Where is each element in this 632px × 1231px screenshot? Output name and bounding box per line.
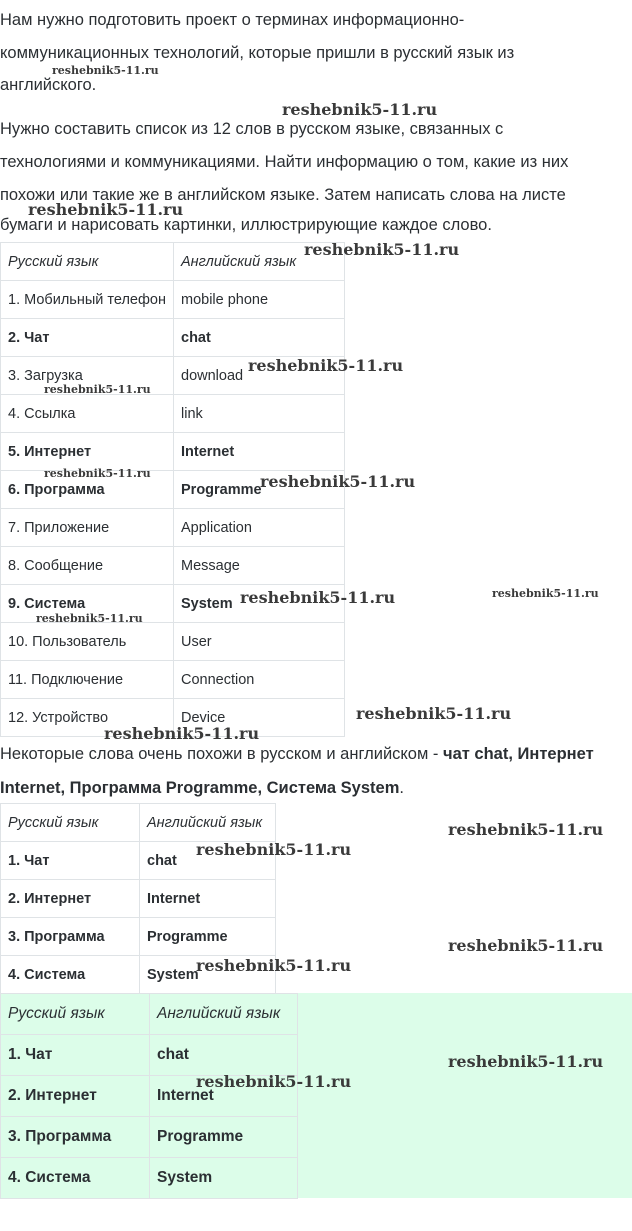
column-header-en: Английский язык xyxy=(174,243,345,281)
table-row xyxy=(1,1076,298,1117)
cell-en: mobile phone xyxy=(174,281,345,319)
summary-line-1 xyxy=(0,737,628,771)
table-row xyxy=(1,880,276,918)
watermark: reshebnik5-11.ru xyxy=(28,200,184,219)
cell-ru: 8. Сообщение xyxy=(1,547,174,585)
cell-ru: 3. Программа xyxy=(1,918,140,956)
watermark: reshebnik5-11.ru xyxy=(248,356,404,375)
cell-ru: 1. Мобильный телефон xyxy=(1,281,174,319)
cell-en: Internet xyxy=(150,1076,298,1117)
table-row xyxy=(1,357,345,395)
watermark: reshebnik5-11.ru xyxy=(448,1052,604,1071)
table-row xyxy=(1,395,345,433)
intro-line: коммуникационных технологий, которые пришли в русский язык из xyxy=(0,44,515,62)
table-row xyxy=(1,1035,298,1076)
table-row xyxy=(1,585,345,623)
task-line: технологиями и коммуникациями. Найти информацию о том, какие из них xyxy=(0,153,569,171)
terms-table xyxy=(0,242,345,737)
watermark: reshebnik5-11.ru xyxy=(104,724,260,743)
table-row xyxy=(1,661,345,699)
cell-en: Application xyxy=(174,509,345,547)
table-row xyxy=(1,319,345,357)
cell-en: Programme xyxy=(150,1117,298,1158)
summary-paragraph xyxy=(0,737,628,805)
column-header-en: Английский язык xyxy=(140,804,276,842)
table-row xyxy=(1,699,345,737)
watermark: reshebnik5-11.ru xyxy=(52,64,159,77)
table-row xyxy=(1,1117,298,1158)
cell-en: System xyxy=(174,585,345,623)
cell-en: link xyxy=(174,395,345,433)
intro-line: Нам нужно подготовить проект о терминах информационно- xyxy=(0,11,465,29)
intro-line: английского. xyxy=(0,76,97,94)
task-line: Нужно составить список из 12 слов в русском языке, связанных с xyxy=(0,120,504,138)
task-paragraph xyxy=(0,113,628,212)
cell-ru: 11. Подключение xyxy=(1,661,174,699)
watermark: reshebnik5-11.ru xyxy=(196,840,352,859)
cell-en: Programme xyxy=(174,471,345,509)
watermark: reshebnik5-11.ru xyxy=(240,588,396,607)
table-header-row xyxy=(1,243,345,281)
watermark: reshebnik5-11.ru xyxy=(448,936,604,955)
table-row xyxy=(1,281,345,319)
cell-ru: 1. Чат xyxy=(1,1035,150,1076)
watermark: reshebnik5-11.ru xyxy=(44,467,151,480)
table-row xyxy=(1,433,345,471)
watermark: reshebnik5-11.ru xyxy=(304,240,460,259)
cell-ru: 7. Приложение xyxy=(1,509,174,547)
column-header-ru: Русский язык xyxy=(1,994,150,1035)
table-row xyxy=(1,471,345,509)
cell-ru: 10. Пользователь xyxy=(1,623,174,661)
summary-line-2 xyxy=(0,771,628,805)
cell-ru: 6. Программа xyxy=(1,471,174,509)
cell-ru: 4. Система xyxy=(1,956,140,994)
cell-en: Internet xyxy=(140,880,276,918)
cell-ru: 3. Загрузка xyxy=(1,357,174,395)
cell-en: chat xyxy=(140,842,276,880)
summary-bold: чат chat, Интернет xyxy=(443,745,594,763)
cell-en: Internet xyxy=(174,433,345,471)
summary-end: . xyxy=(399,779,404,797)
cell-en: User xyxy=(174,623,345,661)
cell-en: Device xyxy=(174,699,345,737)
cell-en: System xyxy=(140,956,276,994)
cell-ru: 2. Чат xyxy=(1,319,174,357)
cell-en: Programme xyxy=(140,918,276,956)
task-paragraph-end xyxy=(0,214,628,236)
column-header-ru: Русский язык xyxy=(1,243,174,281)
table-row xyxy=(1,842,276,880)
column-header-en: Английский язык xyxy=(150,994,298,1035)
cell-en: Connection xyxy=(174,661,345,699)
summary-text: Некоторые слова очень похожи в русском и английском - xyxy=(0,745,443,763)
watermark: reshebnik5-11.ru xyxy=(44,383,151,396)
watermark: reshebnik5-11.ru xyxy=(492,587,599,600)
cell-en: Message xyxy=(174,547,345,585)
watermark: reshebnik5-11.ru xyxy=(36,612,143,625)
cell-ru: 2. Интернет xyxy=(1,1076,150,1117)
similar-table-highlighted xyxy=(0,993,298,1199)
watermark: reshebnik5-11.ru xyxy=(356,704,512,723)
watermark: reshebnik5-11.ru xyxy=(196,1072,352,1091)
summary-bold: Internet, Программа Programme, Система System xyxy=(0,779,400,797)
cell-en: System xyxy=(150,1158,298,1199)
intro-paragraph xyxy=(0,4,628,70)
column-header-ru: Русский язык xyxy=(1,804,140,842)
cell-ru: 3. Программа xyxy=(1,1117,150,1158)
cell-en: download xyxy=(174,357,345,395)
table-row xyxy=(1,956,276,994)
cell-ru: 4. Ссылка xyxy=(1,395,174,433)
cell-en: chat xyxy=(150,1035,298,1076)
watermark: reshebnik5-11.ru xyxy=(196,956,352,975)
table-row xyxy=(1,918,276,956)
intro-paragraph-end xyxy=(0,74,628,96)
table-row xyxy=(1,1158,298,1199)
similar-table xyxy=(0,803,276,994)
table-header-row xyxy=(1,994,298,1035)
cell-ru: 4. Система xyxy=(1,1158,150,1199)
cell-en: chat xyxy=(174,319,345,357)
watermark: reshebnik5-11.ru xyxy=(448,820,604,839)
task-line: похожи или такие же в английском языке. Затем написать слова на листе xyxy=(0,186,566,204)
table-header-row xyxy=(1,804,276,842)
cell-ru: 9. Система xyxy=(1,585,174,623)
cell-ru: 1. Чат xyxy=(1,842,140,880)
watermark: reshebnik5-11.ru xyxy=(260,472,416,491)
table-row xyxy=(1,623,345,661)
cell-ru: 12. Устройство xyxy=(1,699,174,737)
table-row xyxy=(1,509,345,547)
table-row xyxy=(1,547,345,585)
cell-ru: 5. Интернет xyxy=(1,433,174,471)
cell-ru: 2. Интернет xyxy=(1,880,140,918)
task-line: бумаги и нарисовать картинки, иллюстрирующие каждое слово. xyxy=(0,216,492,234)
watermark: reshebnik5-11.ru xyxy=(282,100,438,119)
